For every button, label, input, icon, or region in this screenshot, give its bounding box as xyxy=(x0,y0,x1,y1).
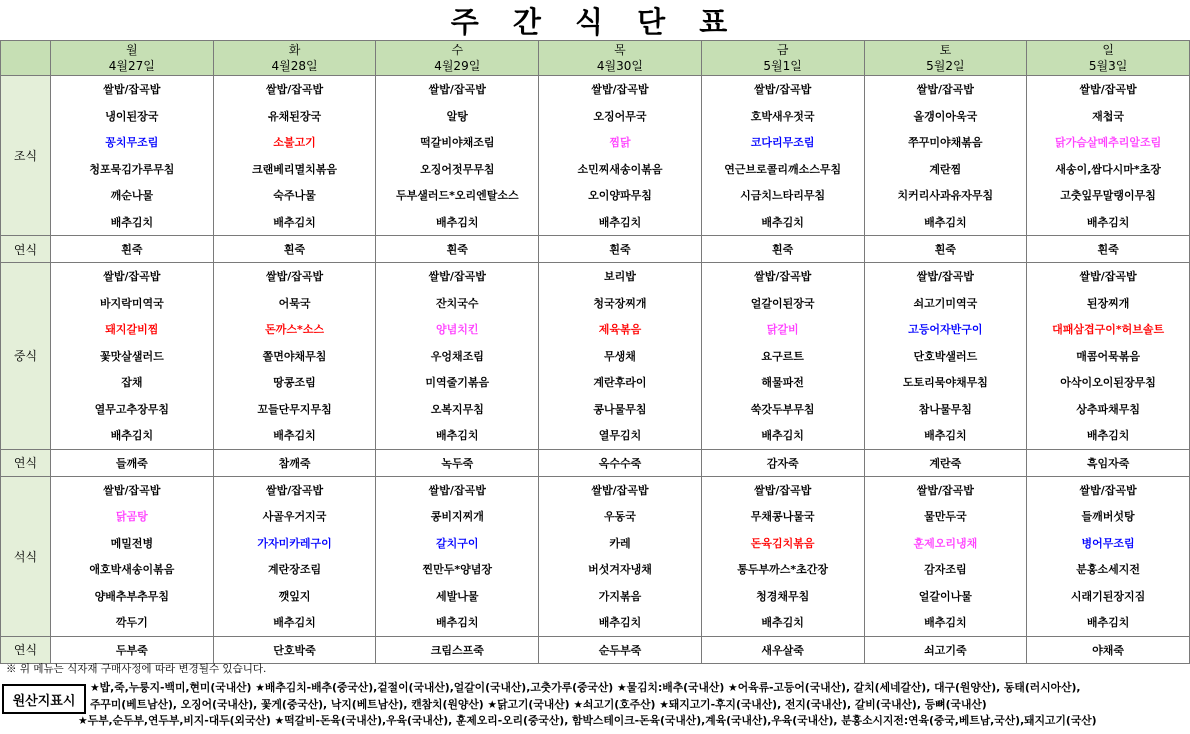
menu-cell xyxy=(864,76,1027,236)
dish-item: 쌀밥/잡곡밥 xyxy=(1079,483,1137,497)
dish-item: 배추김치 xyxy=(110,429,154,443)
menu-cell xyxy=(539,236,702,263)
snack-row xyxy=(1,449,1190,476)
dish-item: 배추김치 xyxy=(273,429,316,443)
day-name: 목 xyxy=(614,43,626,57)
dish-item: 떡갈비야채조림 xyxy=(420,136,495,150)
dish-item: 소불고기 xyxy=(273,136,316,150)
menu-cell xyxy=(701,449,864,476)
porridge-item: 흰죽 xyxy=(609,243,631,256)
dish-item: 쌀밥/잡곡밥 xyxy=(103,83,161,97)
dish-item: 올갱이아욱국 xyxy=(913,109,978,123)
menu-cell xyxy=(376,263,539,450)
dish-item: 고등어자반구이 xyxy=(908,323,983,337)
menu-cell xyxy=(376,636,539,663)
dish-item: 쭈꾸미야채볶음 xyxy=(908,136,983,150)
dish-item: 배추김치 xyxy=(598,616,642,630)
dish-item: 계란후라이 xyxy=(593,376,647,390)
dish-item: 우동국 xyxy=(604,510,636,524)
menu-cell xyxy=(1027,263,1190,450)
menu-cell xyxy=(213,636,376,663)
menu-cell xyxy=(213,476,376,636)
dish-item: 청국장찌개 xyxy=(593,296,647,310)
dish-item: 쌀밥/잡곡밥 xyxy=(591,83,649,97)
dish-item: 메밀전병 xyxy=(110,536,154,550)
menu-cell xyxy=(213,76,376,236)
dish-item: 쌀밥/잡곡밥 xyxy=(265,483,324,497)
menu-cell xyxy=(51,236,214,263)
dish-item: 도토리묵야채무침 xyxy=(902,376,988,390)
porridge-item: 녹두죽 xyxy=(441,456,474,470)
dish-item: 알탕 xyxy=(446,109,468,123)
dish-item: 쌀밥/잡곡밥 xyxy=(916,270,974,284)
day-name: 화 xyxy=(288,43,301,57)
dish-item: 요구르트 xyxy=(761,349,804,363)
dish-item: 돈육김치볶음 xyxy=(750,536,815,550)
dish-item: 얼갈이된장국 xyxy=(750,296,815,310)
dish-item: 땅콩조림 xyxy=(273,376,316,390)
dish-item: 무생채 xyxy=(604,349,636,363)
day-header xyxy=(51,41,214,76)
dish-item: 세발나물 xyxy=(436,589,479,603)
dish-item: 배추김치 xyxy=(110,215,154,229)
dish-item: 돈까스*소스 xyxy=(265,323,324,337)
dish-item: 배추김치 xyxy=(761,429,804,443)
porridge-item: 새우살죽 xyxy=(761,643,804,657)
dish-item: 감자조림 xyxy=(924,563,967,577)
menu-cell xyxy=(1027,449,1190,476)
day-header xyxy=(1027,41,1190,76)
change-notice: ※ 위 메뉴는 식자재 구매사정에 따라 변경될수 있습니다. xyxy=(6,663,267,675)
origin-label: 원산지표시 xyxy=(2,684,86,714)
dish-item: 제육볶음 xyxy=(598,323,642,337)
meal-label: 석식 xyxy=(1,476,51,636)
menu-cell xyxy=(864,449,1027,476)
dish-item: 어묵국 xyxy=(278,296,311,310)
dish-item: 꽃맛살샐러드 xyxy=(99,349,164,363)
day-date: 5월1일 xyxy=(763,59,802,73)
porridge-item: 흰죽 xyxy=(934,243,956,256)
dish-item: 배추김치 xyxy=(761,616,804,630)
snack-row xyxy=(1,236,1190,263)
dish-item: 꽁치무조림 xyxy=(105,136,159,150)
menu-cell xyxy=(864,476,1027,636)
dish-item: 배추김치 xyxy=(436,429,479,443)
day-header xyxy=(539,41,702,76)
day-date: 5월2일 xyxy=(926,59,965,73)
menu-cell xyxy=(864,236,1027,263)
menu-cell xyxy=(864,263,1027,450)
menu-cell xyxy=(701,476,864,636)
porridge-item: 단호박죽 xyxy=(273,643,316,657)
dish-item: 시금치느타리무침 xyxy=(740,189,826,203)
snack-row xyxy=(1,636,1190,663)
meal-label: 중식 xyxy=(1,263,51,450)
dish-item: 깍두기 xyxy=(115,616,148,630)
dish-item: 상추파채무침 xyxy=(1076,402,1140,416)
menu-cell xyxy=(376,76,539,236)
porridge-item: 순두부죽 xyxy=(598,643,642,657)
dish-item: 통두부까스*초간장 xyxy=(737,563,829,577)
menu-cell xyxy=(539,76,702,236)
dish-item: 고춧잎무말랭이무침 xyxy=(1060,189,1156,203)
day-name: 토 xyxy=(939,43,952,57)
menu-cell xyxy=(51,636,214,663)
porridge-item: 두부죽 xyxy=(115,643,148,657)
menu-cell xyxy=(701,263,864,450)
dish-item: 배추김치 xyxy=(1086,215,1130,229)
day-date: 4월27일 xyxy=(108,59,155,73)
meal-label: 연식 xyxy=(1,449,51,476)
dish-item: 쫄면야채무침 xyxy=(262,349,327,363)
day-date: 4월28일 xyxy=(271,59,318,73)
dish-item: 시래기된장지짐 xyxy=(1070,589,1146,603)
porridge-item: 옥수수죽 xyxy=(598,456,642,470)
menu-cell xyxy=(539,636,702,663)
menu-cell xyxy=(213,449,376,476)
dish-item: 쌀밥/잡곡밥 xyxy=(754,270,812,284)
day-header xyxy=(864,41,1027,76)
dish-item: 버섯겨자냉채 xyxy=(588,563,652,577)
dish-item: 양배추부추무침 xyxy=(94,589,170,603)
dish-item: 쌀밥/잡곡밥 xyxy=(591,483,649,497)
weekly-menu-table xyxy=(0,40,1190,664)
dish-item: 양념치킨 xyxy=(436,323,479,337)
dish-item: 배추김치 xyxy=(436,616,479,630)
menu-cell xyxy=(51,476,214,636)
dish-item: 열무김치 xyxy=(598,429,642,443)
menu-cell xyxy=(701,76,864,236)
dish-item: 배추김치 xyxy=(761,215,804,229)
dish-item: 가자미카레구이 xyxy=(257,536,332,550)
origin-line-3: ★두부,순두부,연두부,비지-대두(외국산) ★떡갈비-돈육(국내산),우육(국내산), 훈제오리-오리(중국산), 함박스테이크-돈육(국내산),계육(국내산),우육(국내산), 분홍소시지전:연육(중국,베트남,국산),돼지고기(국산) xyxy=(78,714,1097,727)
dish-item: 새송이,쌈다시마*초장 xyxy=(1055,162,1161,176)
dish-item: 오징어젓무무침 xyxy=(420,162,495,176)
dish-item: 쌀밥/잡곡밥 xyxy=(1079,83,1137,97)
dish-item: 쌀밥/잡곡밥 xyxy=(916,83,974,97)
dish-item: 열무고추장무침 xyxy=(94,402,170,416)
day-name: 금 xyxy=(776,43,789,57)
dish-item: 계란장조림 xyxy=(267,563,322,577)
porridge-item: 흰죽 xyxy=(446,243,468,256)
menu-cell xyxy=(701,636,864,663)
menu-cell xyxy=(376,449,539,476)
dish-item: 훈제오리냉채 xyxy=(913,536,978,550)
dish-item: 분홍소세지전 xyxy=(1076,563,1140,577)
menu-cell xyxy=(213,236,376,263)
dish-item: 쌀밥/잡곡밥 xyxy=(103,483,161,497)
dish-item: 연근브로콜리깨소스무침 xyxy=(724,162,842,176)
dish-item: 쌀밥/잡곡밥 xyxy=(916,483,974,497)
porridge-item: 계란죽 xyxy=(929,456,962,470)
dish-item: 병어무조림 xyxy=(1081,536,1135,550)
day-date: 5월3일 xyxy=(1088,59,1128,73)
porridge-item: 흑임자죽 xyxy=(1086,456,1130,470)
dish-item: 물만두국 xyxy=(924,510,967,524)
dish-item: 대패삼겹구이*허브솔트 xyxy=(1052,323,1165,337)
dish-item: 콩비지찌개 xyxy=(430,510,484,524)
menu-cell xyxy=(701,236,864,263)
dish-item: 쌀밥/잡곡밥 xyxy=(428,483,486,497)
dish-item: 꼬들단무지무침 xyxy=(257,402,332,416)
menu-cell xyxy=(51,76,214,236)
menu-cell xyxy=(1027,76,1190,236)
origin-line-2: 주꾸미(베트남산), 오징어(국내산), 꽃게(중국산), 낙지(베트남산), 캔참치(원양산) ★닭고기(국내산) ★쇠고기(호주산) ★돼지고기-후지(국내산), 전지(국내산), 갈비(국내산), 등뼈(국내산) xyxy=(90,698,987,711)
dish-item: 잔치국수 xyxy=(436,296,479,310)
dish-item: 단호박샐러드 xyxy=(913,349,978,363)
dish-item: 쌀밥/잡곡밥 xyxy=(103,270,161,284)
day-header xyxy=(213,41,376,76)
dish-item: 들깨버섯탕 xyxy=(1081,510,1135,524)
dish-item: 숙주나물 xyxy=(273,189,316,203)
porridge-item: 크림스프죽 xyxy=(430,643,484,657)
menu-cell xyxy=(1027,236,1190,263)
dish-item: 쌀밥/잡곡밥 xyxy=(428,83,486,97)
meal-row xyxy=(1,76,1190,236)
menu-cell xyxy=(539,449,702,476)
porridge-item: 흰죽 xyxy=(283,243,306,256)
dish-item: 오징어무국 xyxy=(593,109,647,123)
porridge-item: 흰죽 xyxy=(772,243,794,256)
dish-item: 쑥갓두부무침 xyxy=(750,402,815,416)
dish-item: 닭갈비 xyxy=(766,323,799,337)
dish-item: 참나물무침 xyxy=(918,402,972,416)
menu-cell xyxy=(213,263,376,450)
porridge-item: 흰죽 xyxy=(121,243,143,256)
menu-cell xyxy=(51,263,214,450)
dish-item: 배추김치 xyxy=(924,215,967,229)
dish-item: 청경채무침 xyxy=(756,589,810,603)
porridge-item: 감자죽 xyxy=(766,456,799,470)
dish-item: 미역줄기볶음 xyxy=(425,376,490,390)
dish-item: 호박새우젓국 xyxy=(750,109,815,123)
dish-item: 매콤어묵볶음 xyxy=(1076,349,1140,363)
porridge-item: 들깨죽 xyxy=(115,456,148,470)
porridge-item: 쇠고기죽 xyxy=(924,643,967,657)
dish-item: 닭가슴살메추리알조림 xyxy=(1054,136,1162,150)
dish-item: 바지락미역국 xyxy=(99,296,164,310)
dish-item: 가지볶음 xyxy=(598,589,642,603)
menu-cell xyxy=(539,476,702,636)
porridge-item: 야채죽 xyxy=(1092,643,1125,657)
dish-item: 코다리무조림 xyxy=(750,136,815,150)
dish-item: 된장찌개 xyxy=(1086,296,1130,310)
dish-item: 재첩국 xyxy=(1092,109,1125,123)
menu-cell xyxy=(376,236,539,263)
dish-item: 두부샐러드*오리엔탈소스 xyxy=(395,189,519,203)
dish-item: 애호박새송이볶음 xyxy=(89,563,175,577)
dish-item: 쌀밥/잡곡밥 xyxy=(754,483,812,497)
dish-item: 배추김치 xyxy=(1086,616,1130,630)
porridge-item: 흰죽 xyxy=(1097,243,1119,256)
day-date: 4월29일 xyxy=(434,59,481,73)
dish-item: 우엉채조림 xyxy=(430,349,484,363)
dish-item: 잡채 xyxy=(121,376,143,390)
dish-item: 사골우거지국 xyxy=(262,510,327,524)
menu-cell xyxy=(864,636,1027,663)
dish-item: 배추김치 xyxy=(1086,429,1130,443)
menu-cell xyxy=(1027,476,1190,636)
dish-item: 해물파전 xyxy=(761,376,804,390)
page-title: 주 간 식 단 표 xyxy=(450,4,740,39)
dish-item: 쌀밥/잡곡밥 xyxy=(265,270,324,284)
dish-item: 깨순나물 xyxy=(110,189,154,203)
dish-item: 배추김치 xyxy=(273,616,316,630)
dish-item: 얼갈이나물 xyxy=(918,589,972,603)
meal-row xyxy=(1,476,1190,636)
dish-item: 냉이된장국 xyxy=(105,109,159,123)
dish-item: 소민찌새송이볶음 xyxy=(577,162,663,176)
day-header xyxy=(376,41,539,76)
header-corner xyxy=(1,41,51,76)
dish-item: 배추김치 xyxy=(924,616,967,630)
dish-item: 배추김치 xyxy=(598,215,642,229)
dish-item: 쌀밥/잡곡밥 xyxy=(754,83,812,97)
meal-label: 연식 xyxy=(1,236,51,263)
dish-item: 크랜베리멸치볶음 xyxy=(252,162,338,176)
dish-item: 배추김치 xyxy=(273,215,316,229)
dish-item: 돼지갈비찜 xyxy=(105,323,159,337)
day-name: 일 xyxy=(1102,43,1114,57)
porridge-item: 참깨죽 xyxy=(278,456,311,470)
menu-cell xyxy=(539,263,702,450)
meal-row xyxy=(1,263,1190,450)
dish-item: 치커리사과유자무침 xyxy=(897,189,994,203)
dish-item: 무채콩나물국 xyxy=(750,510,815,524)
dish-item: 보리밥 xyxy=(604,270,636,284)
dish-item: 콩나물무침 xyxy=(593,402,647,416)
dish-item: 쇠고기미역국 xyxy=(913,296,978,310)
origin-line-1: ★밥,죽,누룽지-백미,현미(국내산) ★배추김치-배추(중국산),겉절이(국내산),얼갈이(국내산),고춧가루(중국산) ★물김치:배추(국내산) ★어육류-고등어(국내산), 갈치(세네갈산), 대구(원양산), 동태(러시아산), xyxy=(90,681,1081,694)
dish-item: 계란찜 xyxy=(929,162,962,176)
dish-item: 갈치구이 xyxy=(436,536,479,550)
dish-item: 닭곰탕 xyxy=(115,510,148,524)
menu-cell xyxy=(376,476,539,636)
dish-item: 오복지무침 xyxy=(430,402,484,416)
day-name: 수 xyxy=(451,43,464,57)
day-name: 월 xyxy=(126,43,138,57)
dish-item: 배추김치 xyxy=(436,215,479,229)
dish-item: 쌀밥/잡곡밥 xyxy=(265,83,324,97)
dish-item: 카레 xyxy=(609,536,631,550)
meal-label: 조식 xyxy=(1,76,51,236)
dish-item: 깻잎지 xyxy=(278,589,311,603)
dish-item: 유채된장국 xyxy=(267,109,322,123)
dish-item: 찐만두*양념장 xyxy=(422,563,493,577)
dish-item: 배추김치 xyxy=(924,429,967,443)
dish-item: 쌀밥/잡곡밥 xyxy=(428,270,486,284)
menu-cell xyxy=(51,449,214,476)
dish-item: 찜닭 xyxy=(609,136,631,150)
dish-item: 아삭이오이된장무침 xyxy=(1060,376,1156,390)
day-date: 4월30일 xyxy=(596,59,643,73)
dish-item: 오이양파무침 xyxy=(588,189,652,203)
day-header xyxy=(701,41,864,76)
dish-item: 청포묵김가루무침 xyxy=(89,162,175,176)
meal-label: 연식 xyxy=(1,636,51,663)
dish-item: 쌀밥/잡곡밥 xyxy=(1079,270,1137,284)
menu-cell xyxy=(1027,636,1190,663)
